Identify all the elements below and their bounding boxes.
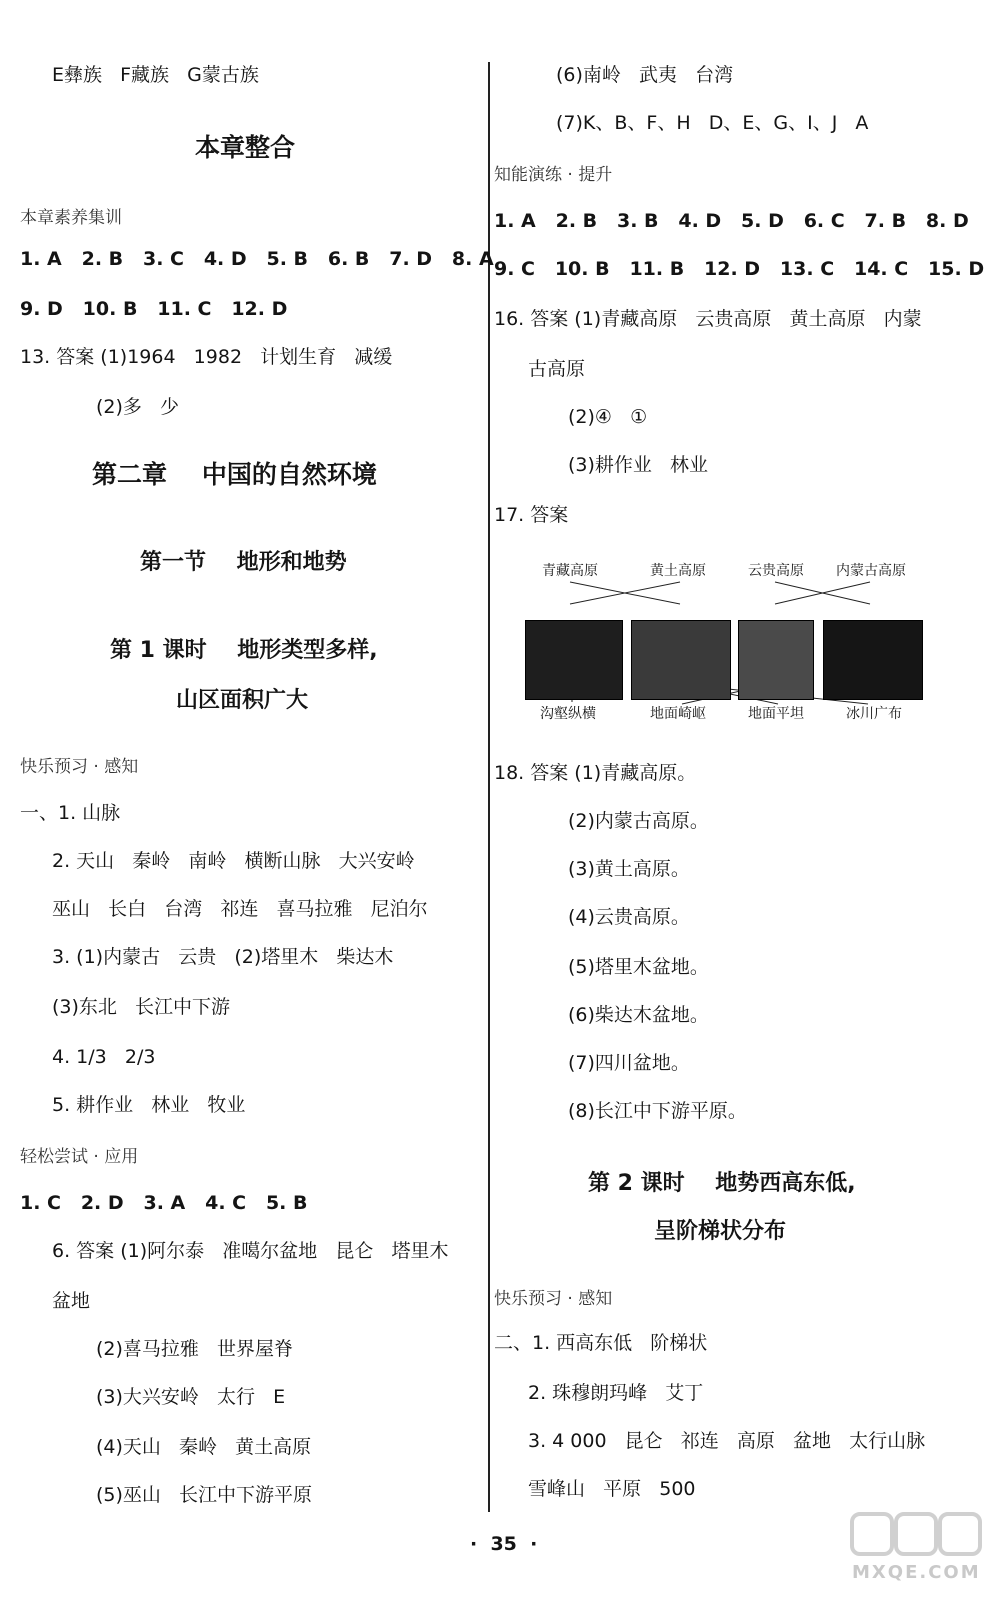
- chapter-summary-title: 本章整合: [195, 133, 296, 162]
- q16-line-4: (3)耕作业 林业: [568, 454, 709, 476]
- q17-label: 17. 答案: [494, 504, 569, 526]
- practice-answers-row-2: 9. C 10. B 11. B 12. D 13. C 14. C 15. D: [494, 258, 985, 280]
- figure-bottom-label-2: 地面崎岖: [650, 706, 706, 722]
- photo-plateau-1: [525, 620, 623, 700]
- lesson2-line-1: 二、1. 西高东低 阶梯状: [494, 1332, 708, 1354]
- lesson2-line-2: 2. 珠穆朗玛峰 艾丁: [528, 1382, 704, 1404]
- preview-line-1: 一、1. 山脉: [20, 802, 121, 824]
- figure-top-label-1: 青藏高原: [542, 563, 598, 579]
- q6-line-6: (5)巫山 长江中下游平原: [96, 1484, 313, 1506]
- preview-line-5: (3)东北 长江中下游: [52, 996, 231, 1018]
- q18-line-7: (7)四川盆地。: [568, 1052, 690, 1074]
- photo-plateau-4: [823, 620, 923, 700]
- preview-line-7: 5. 耕作业 林业 牧业: [52, 1094, 246, 1116]
- q16-line-3: (2)④ ①: [568, 406, 648, 428]
- q18-line-2: (2)内蒙古高原。: [568, 810, 709, 832]
- q13-line-1: 13. 答案 (1)1964 1982 计划生育 减缓: [20, 346, 393, 368]
- figure-bottom-label-3: 地面平坦: [748, 706, 804, 722]
- q18-line-6: (6)柴达木盆地。: [568, 1004, 709, 1026]
- answers-row-1: 1. A 2. B 3. C 4. D 5. B 6. B 7. D 8. A: [20, 248, 494, 270]
- training-label: 本章素养集训: [20, 208, 122, 228]
- answers-row-2: 9. D 10. B 11. C 12. D: [20, 298, 288, 320]
- figure-top-label-3: 云贵高原: [748, 563, 804, 579]
- page-number: · 35 ·: [470, 1533, 538, 1555]
- practice-answers-row-1: 1. A 2. B 3. B 4. D 5. D 6. C 7. B 8. D: [494, 210, 969, 232]
- q6-line-5: (4)天山 秦岭 黄土高原: [96, 1436, 312, 1458]
- q18-line-5: (5)塔里木盆地。: [568, 956, 709, 978]
- section-title: 第一节 地形和地势: [140, 550, 347, 575]
- ethnic-groups-line: E彝族 F藏族 G蒙古族: [52, 64, 259, 86]
- figure-bottom-label-4: 冰川广布: [846, 706, 902, 722]
- figure-top-label-4: 内蒙古高原: [836, 563, 906, 579]
- trial-answers: 1. C 2. D 3. A 4. C 5. B: [20, 1192, 308, 1214]
- practice-label: 知能演练 · 提升: [494, 165, 613, 185]
- q16-line-1: 16. 答案 (1)青藏高原 云贵高原 黄土高原 内蒙: [494, 308, 922, 330]
- q18-line-3: (3)黄土高原。: [568, 858, 690, 880]
- lesson2-title-line-2: 呈阶梯状分布: [654, 1219, 787, 1244]
- preview-line-3: 巫山 长白 台湾 祁连 喜马拉雅 尼泊尔: [52, 898, 428, 920]
- lesson1-title-line-1: 第 1 课时 地形类型多样,: [110, 638, 378, 663]
- q18-line-8: (8)长江中下游平原。: [568, 1100, 747, 1122]
- preview-label: 快乐预习 · 感知: [20, 757, 139, 777]
- figure-top-label-2: 黄土高原: [650, 563, 706, 579]
- figure-bottom-label-1: 沟壑纵横: [540, 706, 596, 722]
- preview-line-2: 2. 天山 秦岭 南岭 横断山脉 大兴安岭: [52, 850, 415, 872]
- lesson1-title-line-2: 山区面积广大: [176, 688, 309, 713]
- photo-plateau-3: [738, 620, 814, 700]
- q16-line-2: 古高原: [528, 358, 586, 380]
- q6-line-1: 6. 答案 (1)阿尔泰 准噶尔盆地 昆仑 塔里木: [52, 1240, 449, 1262]
- q18-line-4: (4)云贵高原。: [568, 906, 690, 928]
- preview-line-4: 3. (1)内蒙古 云贵 (2)塔里木 柴达木: [52, 946, 394, 968]
- q6-line-4: (3)大兴安岭 太行 E: [96, 1386, 286, 1408]
- lesson2-preview-label: 快乐预习 · 感知: [494, 1289, 613, 1309]
- right-line-1: (6)南岭 武夷 台湾: [556, 64, 734, 86]
- lesson2-line-4: 雪峰山 平原 500: [528, 1478, 696, 1500]
- watermark-text: MXQE.COM: [852, 1562, 981, 1583]
- q6-line-3: (2)喜马拉雅 世界屋脊: [96, 1338, 294, 1360]
- chapter-title: 第二章 中国的自然环境: [92, 460, 377, 489]
- trial-label: 轻松尝试 · 应用: [20, 1147, 139, 1167]
- q18-line-1: 18. 答案 (1)青藏高原。: [494, 762, 697, 784]
- photo-plateau-2: [631, 620, 731, 700]
- preview-line-6: 4. 1/3 2/3: [52, 1046, 156, 1068]
- lesson2-line-3: 3. 4 000 昆仑 祁连 高原 盆地 太行山脉: [528, 1430, 926, 1452]
- q6-line-2: 盆地: [52, 1290, 91, 1312]
- lesson2-title-line-1: 第 2 课时 地势西高东低,: [588, 1171, 856, 1196]
- q13-line-2: (2)多 少: [96, 396, 180, 418]
- right-line-2: (7)K、B、F、H D、E、G、I、J A: [556, 112, 869, 134]
